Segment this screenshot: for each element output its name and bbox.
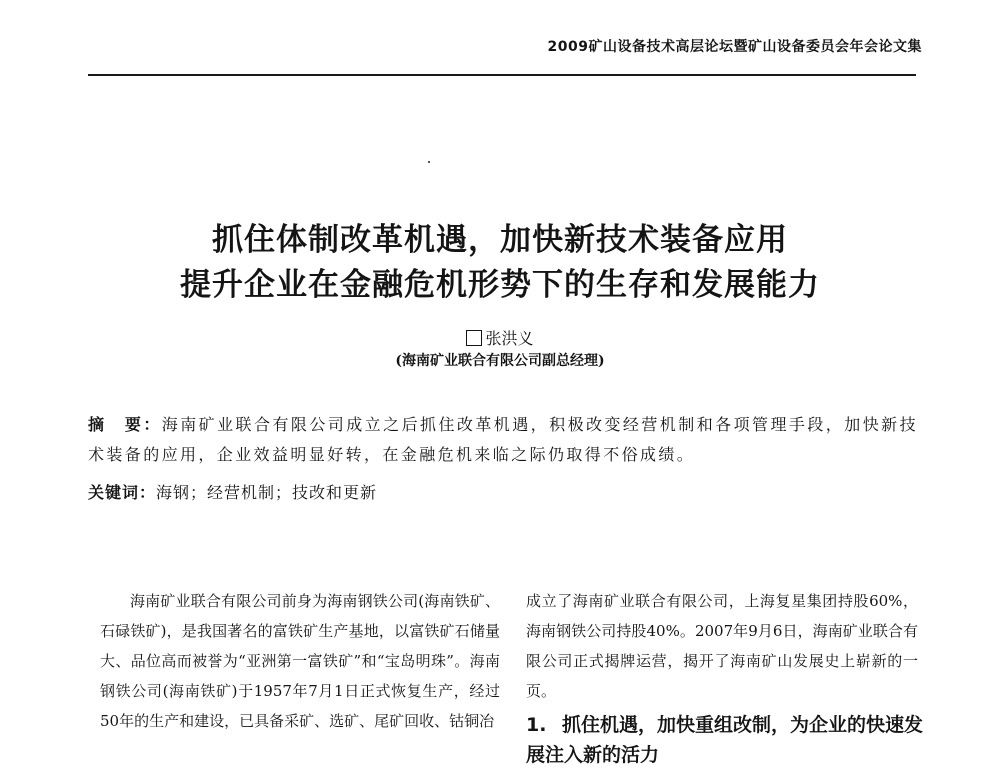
author-name: 张洪义: [485, 329, 534, 348]
section-1-heading: [526, 710, 926, 770]
author-affiliation: (海南矿业联合有限公司副总经理): [395, 353, 605, 369]
abstract-text: 海南矿业联合有限公司成立之后抓住改革机遇，积极改变经营机制和各项管理手段，加快新技术装备的应用，企业效益明显好转，在金融危机来临之际仍取得不俗成绩。: [88, 415, 918, 464]
author-line: [0, 326, 1000, 349]
paper-title-line-2: 提升企业在金融危机形势下的生存和发展能力: [180, 267, 820, 303]
section-1-number: 1.: [526, 714, 547, 736]
abstract: [88, 410, 918, 470]
body-left-column: 海南矿业联合有限公司前身为海南钢铁公司(海南铁矿、石碌铁矿)，是我国著名的富铁矿生产基地，以富铁矿石储量大、品位高而被誉为“亚洲第一富铁矿”和“宝岛明珠”。海南钢铁公司(海南铁矿)于1957年7月1日正式恢复生产，经过50年的生产和建设，已具备采矿、选矿、尾矿回收、钴铜冶: [100, 592, 500, 730]
section-1-title: 抓住机遇，加快重组改制，为企业的快速发展注入新的活力: [526, 714, 924, 766]
body-right-column: 成立了海南矿业联合有限公司，上海复星集团持股60%，海南钢铁公司持股40%。2007年9月6日，海南矿业联合有限公司正式揭牌运营，揭开了海南矿山发展史上崭新的一页。: [526, 592, 918, 700]
keywords: [88, 480, 377, 503]
header-rule: [88, 74, 916, 76]
author-box-icon: [466, 330, 482, 346]
running-header: 2009矿山设备技术高层论坛暨矿山设备委员会年会论文集: [547, 39, 922, 55]
keywords-text: 海钢；经营机制；技改和更新: [156, 483, 378, 502]
abstract-label: 摘 要：: [88, 415, 162, 434]
paper-title-line-1: 抓住体制改革机遇，加快新技术装备应用: [212, 222, 788, 258]
scan-speck: [428, 161, 430, 163]
keywords-label: 关键词：: [88, 483, 157, 502]
